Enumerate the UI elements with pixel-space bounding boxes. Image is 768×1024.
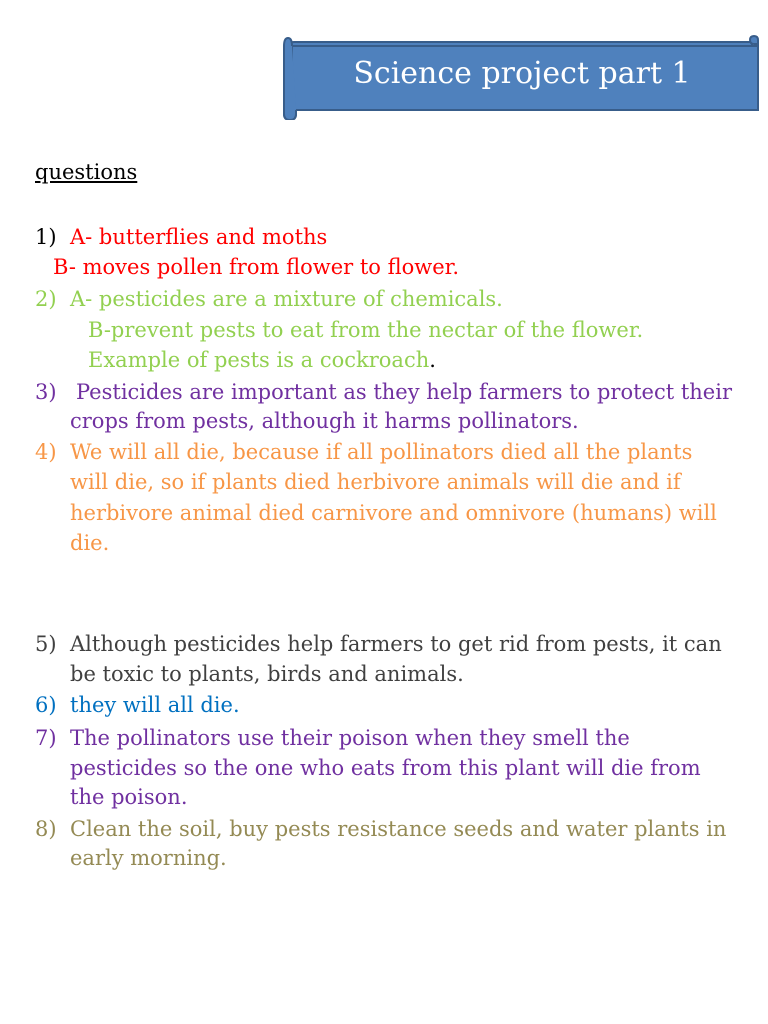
q4-number: 4) [35, 440, 57, 464]
q6-line-1: they will all die. [70, 693, 240, 717]
q7-line-2: pesticides so the one who eats from this plant will die from [70, 756, 701, 780]
q7-line-1: The pollinators use their poison when they smell the [70, 726, 630, 750]
q7-number: 7) [35, 726, 57, 750]
q2-number: 2) [35, 287, 57, 311]
q1-number: 1) [35, 225, 57, 249]
q8-number: 8) [35, 817, 57, 841]
q2-answer-a: A- pesticides are a mixture of chemicals. [70, 287, 503, 311]
q8-line-2: early morning. [70, 846, 227, 870]
q3-number: 3) [35, 380, 57, 404]
q6-number: 6) [35, 693, 57, 717]
q5-line-1: Although pesticides help farmers to get rid from pests, it can [70, 632, 722, 656]
q2-example-text: Example of pests is a cockroach [88, 348, 430, 372]
title-banner [282, 34, 762, 120]
q2-answer-b: B-prevent pests to eat from the nectar of the flower. [88, 318, 644, 342]
q3-line-1: Pesticides are important as they help farmers to protect their [76, 380, 732, 404]
q8-line-1: Clean the soil, buy pests resistance seeds and water plants in [70, 817, 727, 841]
section-heading: questions [35, 160, 138, 184]
q5-number: 5) [35, 632, 57, 656]
q4-line-2: will die, so if plants died herbivore animals will die and if [70, 470, 681, 494]
q2-example-period: . [429, 348, 436, 372]
q4-line-3: herbivore animal died carnivore and omnivore (humans) will [70, 501, 717, 525]
page-title: Science project part 1 [353, 56, 691, 91]
q1-answer-b: B- moves pollen from flower to flower. [53, 255, 460, 279]
q2-example-line [88, 345, 436, 375]
q4-line-1: We will all die, because if all pollinators died all the plants [70, 440, 693, 464]
q7-line-3: the poison. [70, 785, 188, 809]
q4-line-4: die. [70, 531, 110, 555]
q1-answer-a: A- butterflies and moths [70, 225, 328, 249]
q5-line-2: be toxic to plants, birds and animals. [70, 662, 464, 686]
q3-line-2: crops from pests, although it harms pollinators. [70, 409, 579, 433]
